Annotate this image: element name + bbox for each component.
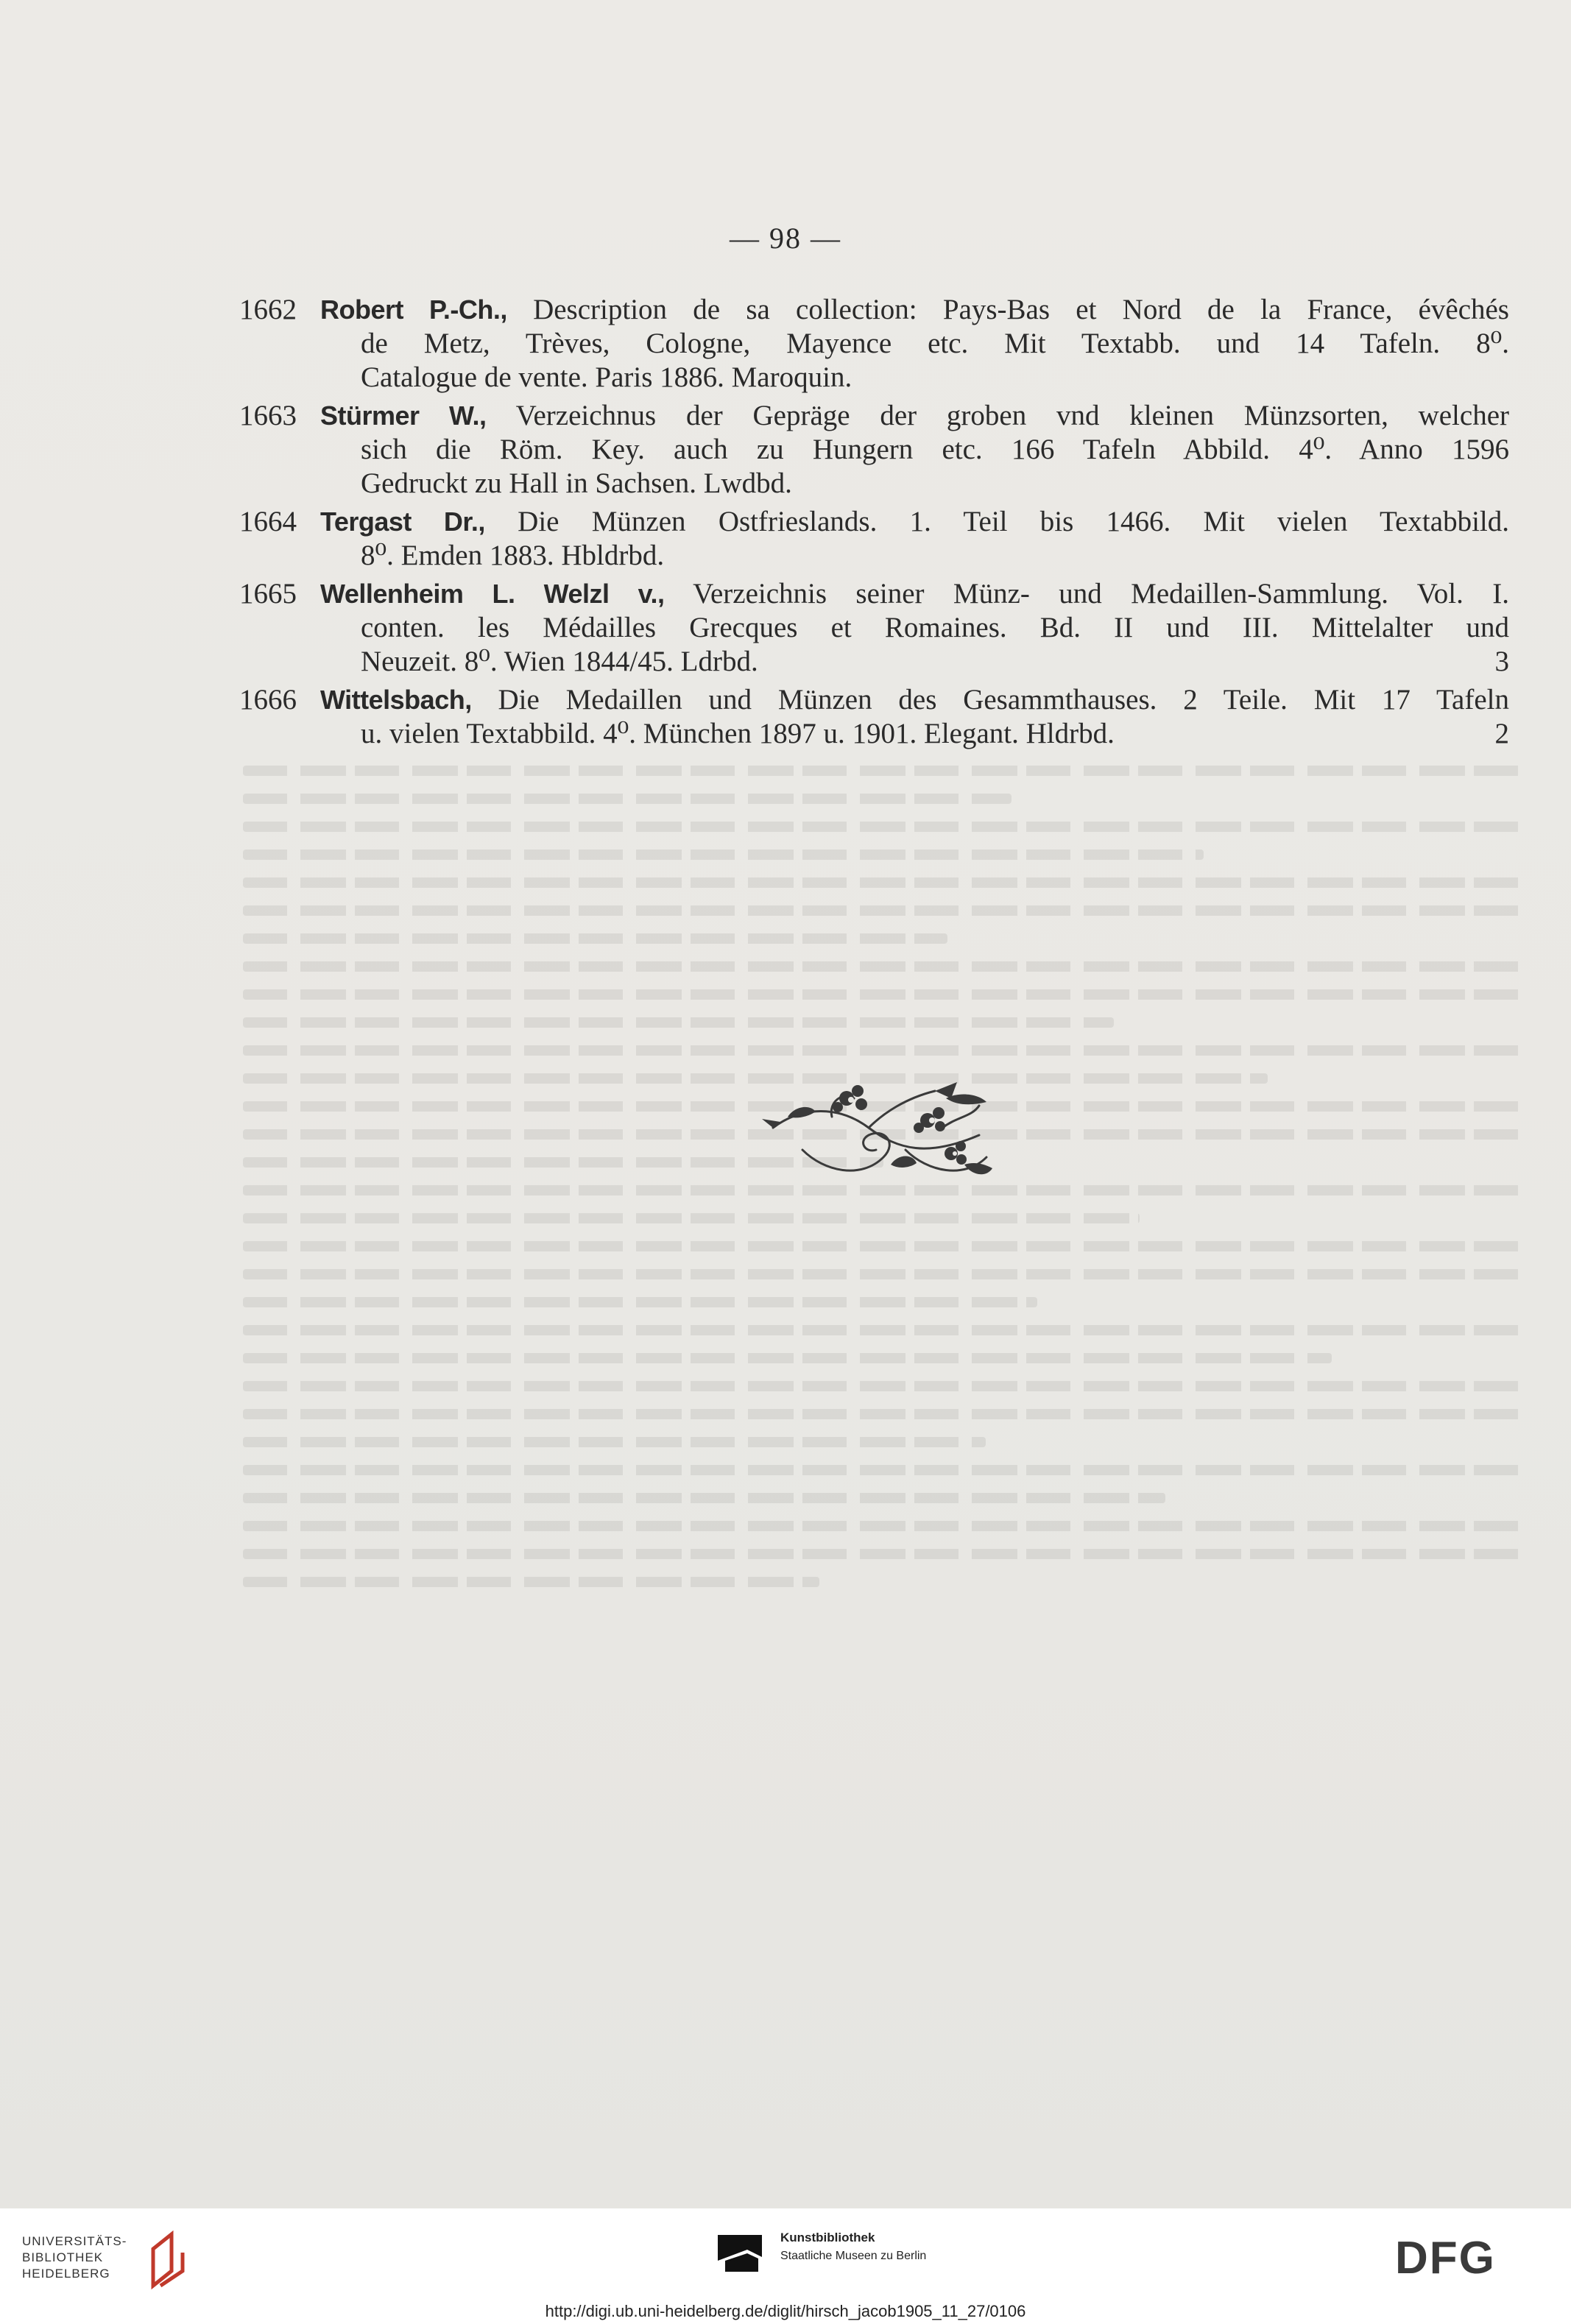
catalogue-entry bbox=[239, 683, 1509, 751]
source-url-link[interactable]: http://digi.ub.uni-heidelberg.de/diglit/hirsch_jacob1905_11_27/0106 bbox=[545, 2302, 1026, 2320]
university-library-logo bbox=[22, 2231, 191, 2289]
logo-text-line: HEIDELBERG bbox=[22, 2267, 110, 2281]
kunstbibliothek-emblem-icon bbox=[718, 2235, 769, 2275]
entry-text-line: Verzeichnis seiner Münz- und Medaillen-Sammlung. Vol. I. bbox=[664, 578, 1510, 610]
volume-count: 3 bbox=[1494, 646, 1509, 677]
entry-text-line: Description de sa collection: Pays-Bas et Nord de la France, évêchés bbox=[506, 294, 1509, 325]
digitization-footer bbox=[0, 2208, 1571, 2324]
entry-text-line: Die Medaillen und Münzen des Gesammthauses. 2 Teile. Mit 17 Tafeln bbox=[471, 684, 1509, 716]
entry-number: 1665 bbox=[239, 578, 297, 610]
entry-number: 1663 bbox=[239, 400, 297, 431]
kunstbibliothek-logo bbox=[718, 2225, 983, 2276]
entry-author: Tergast Dr., bbox=[320, 506, 485, 537]
logo-text-line: UNIVERSITÄTS- bbox=[22, 2234, 127, 2248]
kunstbibliothek-subtitle: Staatliche Museen zu Berlin bbox=[780, 2250, 927, 2262]
entry-number: 1664 bbox=[239, 506, 297, 537]
entry-text-line: Verzeichnus der Gepräge der groben vnd kleinen Münzsorten, welcher bbox=[486, 400, 1510, 431]
dfg-logo: DFG bbox=[1395, 2233, 1496, 2284]
entry-text-line: sich die Röm. Key. auch zu Hungern etc. 166 Tafeln Abbild. 4⁰. Anno 1596 bbox=[361, 434, 1509, 465]
catalogue-entry bbox=[239, 399, 1509, 501]
entry-text-line: de Metz, Trèves, Cologne, Mayence etc. Mit Textabb. und 14 Tafeln. 8⁰. bbox=[361, 328, 1509, 359]
entry-text-line: conten. les Médailles Grecques et Romaines. Bd. II und III. Mittelalter und bbox=[361, 612, 1509, 643]
catalogue-entry bbox=[239, 293, 1509, 395]
entry-author: Robert P.-Ch., bbox=[320, 294, 507, 325]
page-number: — 98 — bbox=[730, 222, 841, 255]
volume-count: 2 bbox=[1494, 718, 1509, 749]
catalogue-entry bbox=[239, 505, 1509, 573]
entry-text-line: Gedruckt zu Hall in Sachsen. Lwdbd. bbox=[361, 467, 792, 499]
entry-author: Wellenheim L. Welzl v., bbox=[320, 579, 665, 609]
entry-text-line: Neuzeit. 8⁰. Wien 1844/45. Ldrbd. bbox=[361, 646, 758, 677]
entry-author: Stürmer W., bbox=[320, 400, 487, 431]
entry-number: 1662 bbox=[239, 294, 297, 325]
catalogue-entry bbox=[239, 577, 1509, 679]
entry-text-line: Die Münzen Ostfrieslands. 1. Teil bis 1466. Mit vielen Textabbild. bbox=[484, 506, 1509, 537]
entry-number: 1666 bbox=[239, 684, 297, 716]
entry-text-line: 8⁰. Emden 1883. Hbldrbd. bbox=[361, 540, 665, 571]
entry-text-line: Catalogue de vente. Paris 1886. Maroquin. bbox=[361, 361, 852, 393]
catalogue-entries bbox=[239, 293, 1509, 755]
kunstbibliothek-title: Kunstbibliothek bbox=[780, 2231, 875, 2244]
university-emblem-icon bbox=[146, 2231, 190, 2289]
entry-text-line: u. vielen Textabbild. 4⁰. München 1897 u. 1901. Elegant. Hldrbd. bbox=[361, 718, 1115, 749]
floral-vignette-icon bbox=[758, 1076, 1001, 1194]
logo-text-line: BIBLIOTHEK bbox=[22, 2250, 104, 2264]
entry-author: Wittelsbach, bbox=[320, 685, 472, 715]
reverse-page-show-through bbox=[243, 766, 1524, 2002]
